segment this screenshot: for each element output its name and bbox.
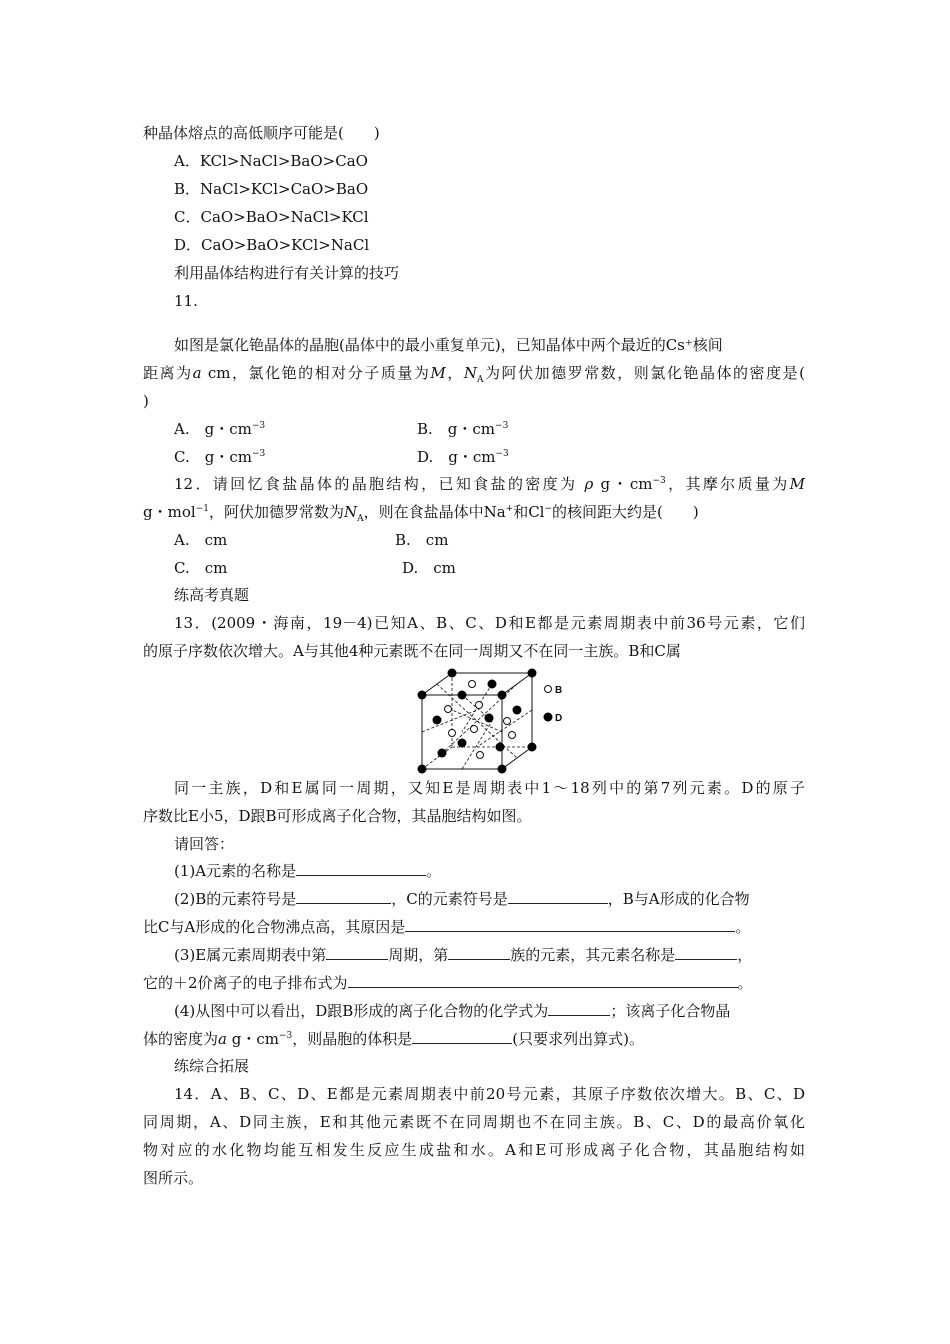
q13-text: (4)从图中可以看出，D跟B形成的离子化合物的化学式为	[174, 1002, 549, 1020]
q13-text: ，	[737, 946, 753, 964]
var-n: N	[463, 364, 477, 382]
q13-part2-line1	[174, 889, 750, 909]
atom-b	[469, 681, 476, 688]
answer-blank[interactable]	[448, 945, 510, 960]
atom-d	[448, 669, 457, 678]
q11-option-a	[174, 419, 265, 439]
superscript: −	[544, 504, 553, 514]
q10-option-b: B．NaCl>KCl>CaO>BaO	[174, 180, 369, 198]
q13-text: g・cm	[231, 1030, 279, 1048]
hidden-edge	[422, 747, 452, 769]
answer-blank[interactable]	[296, 889, 391, 904]
q11-text: cm，氯化铯的相对分子质量为	[201, 364, 431, 382]
q14-line2: 同周期，A、D同主族，E和其他元素既不在同周期也不在同主族。B、C、D的最高价氧化	[143, 1113, 805, 1131]
exponent: −3	[251, 421, 266, 431]
atom-d	[418, 765, 427, 774]
q11-number: 11.	[174, 292, 198, 310]
atom-d	[458, 739, 467, 748]
q12-text: g・cm	[600, 475, 653, 493]
q12-option-b: B. cm	[395, 531, 449, 549]
legend-b-marker	[545, 686, 552, 693]
legend-b-label: B	[555, 685, 563, 696]
section-title-ext: 练综合拓展	[174, 1057, 250, 1075]
option-text: B. g・cm	[417, 420, 496, 438]
q12-text: 的核间距大约是( )	[552, 503, 699, 521]
var-m: M	[789, 475, 805, 493]
subscript: A	[476, 375, 484, 385]
q13-line2: 的原子序数依次增大。A与其他4种元素既不在同一周期又不在同一主族。B和C属	[143, 642, 681, 660]
var-m: M	[430, 364, 446, 382]
section-title-calc: 利用晶体结构进行有关计算的技巧	[174, 264, 400, 282]
answer-blank[interactable]	[296, 861, 426, 876]
q13-text: 比C与A形成的化合物沸点高，其原因是	[143, 918, 406, 936]
q13-text: 。	[426, 862, 442, 880]
exponent: −3	[278, 1031, 293, 1041]
q12-text: ，则在食盐晶体中Na	[363, 503, 506, 521]
var-rho: ρ	[584, 475, 594, 493]
atom-b	[477, 752, 484, 759]
option-text: D. g・cm	[417, 448, 496, 466]
q10-option-a: A．KCl>NaCl>BaO>CaO	[174, 152, 368, 170]
atom-b	[504, 718, 511, 725]
q13-text: 体的密度为	[143, 1030, 219, 1048]
atom-d	[528, 743, 537, 752]
q13-text: 。	[735, 918, 751, 936]
q13-part4-line1	[174, 1001, 730, 1021]
q13-part3-line2	[143, 973, 753, 993]
q12-option-a: A. cm	[174, 531, 228, 549]
q11-text: 为阿伏加德罗常数，则氯化铯晶体的密度是(	[483, 364, 805, 382]
answer-blank[interactable]	[548, 1001, 610, 1016]
atom-b	[476, 702, 483, 709]
answer-blank[interactable]	[348, 973, 738, 988]
exponent: −3	[495, 421, 509, 431]
atom-d	[488, 680, 497, 689]
q11-option-b	[417, 419, 508, 439]
var-n: N	[343, 503, 358, 521]
atom-d	[458, 691, 467, 700]
q13-text: 它的＋2价离子的电子排布式为	[143, 974, 348, 992]
q14-line4: 图所示。	[143, 1169, 204, 1187]
q13-line1: 13．(2009・海南，19－4)已知A、B、C、D和E都是元素周期表中前36号元素，它们	[174, 614, 805, 632]
q11-option-c	[174, 447, 265, 467]
q11-text: 距离为	[143, 364, 193, 382]
atom-d	[496, 743, 505, 752]
q13-text: 族的元素，其元素名称是	[510, 946, 676, 964]
atom-d	[418, 691, 427, 700]
q13-text: (2)B的元素符号是	[174, 890, 297, 908]
crystal-structure-figure	[412, 665, 572, 777]
q13-text: (1)A元素的名称是	[174, 862, 297, 880]
q10-stem-tail: 种晶体熔点的高低顺序可能是( )	[143, 124, 380, 142]
q12-text: ，阿伏加德罗常数为	[208, 503, 344, 521]
q12-text: 和Cl	[513, 503, 545, 521]
q13-line3: 同一主族，D和E属同一周期，又知E是周期表中1～18列中的第7列元素。D的原子	[174, 779, 805, 797]
section-title-exam: 练高考真题	[174, 586, 250, 604]
atom-d	[433, 716, 442, 725]
q13-ask: 请回答：	[174, 835, 235, 853]
q11-text: ，	[445, 364, 464, 382]
atom-d	[485, 714, 494, 723]
q13-text: (只要求列出算式)。	[512, 1030, 644, 1048]
atom-d	[528, 669, 537, 678]
answer-blank[interactable]	[326, 945, 388, 960]
atom-b	[449, 730, 456, 737]
q12-text: g・mol	[143, 503, 196, 521]
exponent: −3	[251, 449, 266, 459]
q13-text: ，B与A形成的化合物	[607, 890, 750, 908]
q12-text: ，其摩尔质量为	[665, 475, 790, 493]
q14-line1: 14．A、B、C、D、E都是元素周期表中前20号元素，其原子序数依次增大。B、C、D	[174, 1085, 805, 1103]
answer-blank[interactable]	[412, 1029, 512, 1044]
atom-b	[471, 726, 478, 733]
q13-part2-line2	[143, 917, 750, 937]
q11-option-d	[417, 447, 509, 467]
answer-blank[interactable]	[508, 889, 608, 904]
exponent: −1	[195, 504, 209, 514]
q13-part3-line1	[174, 945, 752, 965]
q13-text: 。	[737, 974, 753, 992]
atom-d	[513, 706, 522, 715]
exponent: −3	[652, 476, 666, 486]
option-text: C. g・cm	[174, 448, 252, 466]
q13-text: ，则晶胞的体积是	[292, 1030, 413, 1048]
legend-d-label: D	[555, 713, 563, 724]
q10-option-c: C．CaO>BaO>NaCl>KCl	[174, 208, 369, 226]
answer-blank[interactable]	[405, 917, 735, 932]
q10-option-d: D．CaO>BaO>KCl>NaCl	[174, 236, 370, 254]
atom-b	[445, 706, 452, 713]
q13-text: ，C的元素符号是	[391, 890, 508, 908]
q12-text: 12．请回忆食盐晶体的晶胞结构，已知食盐的密度为	[174, 475, 578, 493]
exponent: −3	[495, 449, 509, 459]
atom-d	[498, 691, 507, 700]
atom-b	[509, 732, 516, 739]
q11-line1: 如图是氯化铯晶体的晶胞(晶体中的最小重复单元)，已知晶体中两个最近的Cs⁺核间	[174, 336, 723, 354]
var-a: a	[218, 1030, 227, 1048]
q12-option-c: C. cm	[174, 559, 228, 577]
q12-option-d: D. cm	[402, 559, 456, 577]
q13-text: ；该离子化合物晶	[610, 1002, 731, 1020]
q12-line1	[174, 474, 805, 494]
superscript: +	[505, 504, 514, 514]
option-text: A. g・cm	[174, 420, 252, 438]
q13-part4-line2	[143, 1029, 644, 1049]
q13-text: 周期，第	[388, 946, 449, 964]
q13-text: (3)E属元素周期表中第	[174, 946, 327, 964]
q11-line3: )	[143, 392, 149, 410]
atom-d	[438, 749, 447, 758]
q13-part1	[174, 861, 441, 881]
legend-d-marker	[544, 713, 553, 722]
q12-line2	[143, 502, 699, 522]
atom-d	[498, 765, 507, 774]
subscript: A	[357, 514, 364, 524]
answer-blank[interactable]	[675, 945, 737, 960]
q14-line3: 物对应的水化物均能互相发生反应生成盐和水。A和E可形成离子化合物，其晶胞结构如	[143, 1141, 805, 1159]
q13-line4: 序数比E小5，D跟B可形成离子化合物，其晶胞结构如图。	[143, 807, 532, 825]
var-a: a	[192, 364, 202, 382]
cube-edge	[502, 747, 532, 769]
q11-line2	[143, 363, 805, 383]
